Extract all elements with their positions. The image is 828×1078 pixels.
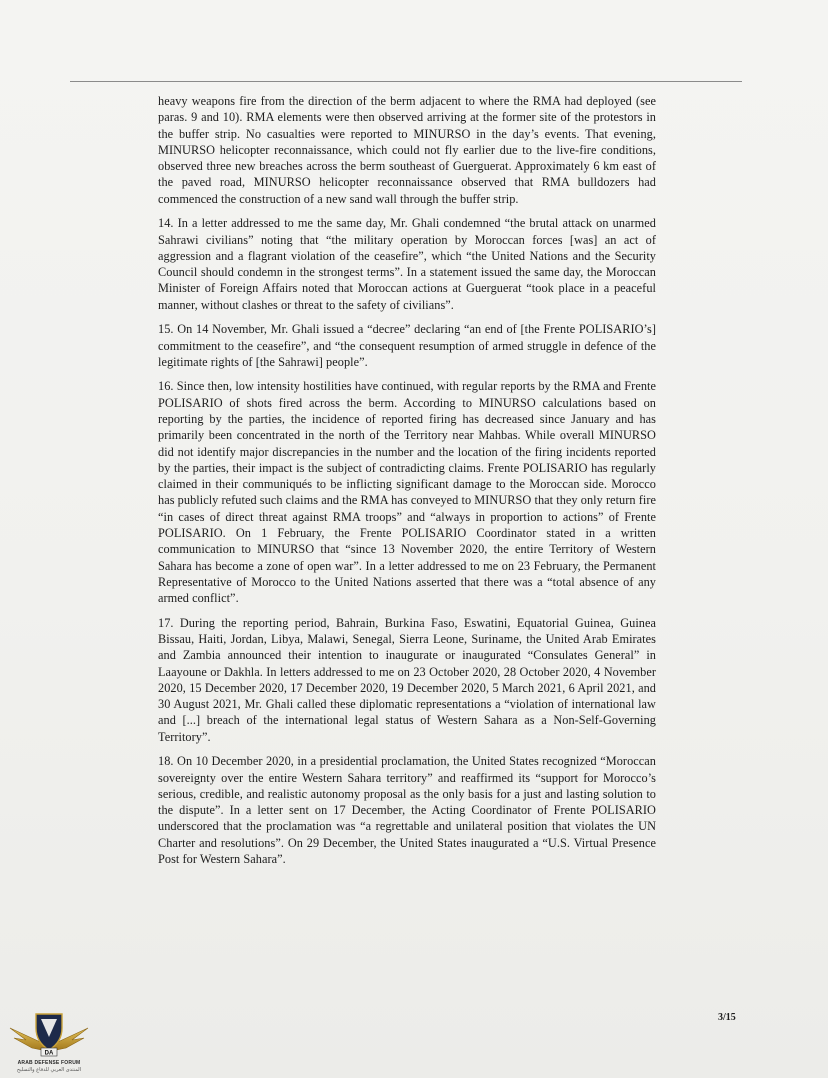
logo-caption-ar: المنتدى العربي للدفاع والتسليح [16,1067,82,1073]
paragraph-18: 18. On 10 December 2020, in a presidential proclamation, the United States recognized “Moroccan sovereignty over the entire Western Sahara territory” and reaffirmed its “support for Morocco’s serious, credible, and realistic autonomy proposal as the only basis for a just and lasting solution to the dispute”. In a letter sent on 17 December, the Acting Coordinator of Frente POLISARIO underscored that the proclamation was “a regrettable and unilateral position that violates the UN Charter and resolutions”. On 29 December, the United States inaugurated a “U.S. Virtual Presence Post for Western Sahara”. [158,754,656,866]
header-rule [70,81,742,82]
paragraph-17: 17. During the reporting period, Bahrain, Burkina Faso, Eswatini, Equatorial Guinea, Guinea Bissau, Haiti, Jordan, Libya, Malawi, Senegal, Sierra Leone, Suriname, the United Arab Emirates and Zambia announced their intention to inaugurate or inaugurated “Consulates General” in Laayoune or Dakhla. In letters addressed to me on 23 October 2020, 28 October 2020, 4 November 2020, 15 December 2020, 17 December 2020, 19 December 2020, 5 March 2021, 6 April 2021, and 30 August 2021, Mr. Ghali called these diplomatic representations a “violation of international law and [...] breach of the international legal status of Western Sahara as a Non-Self-Governing Territory”. [158,615,656,744]
logo-caption-en: ARAB DEFENSE FORUM [17,1060,81,1066]
document-body [158,93,656,875]
paragraph-15: 15. On 14 November, Mr. Ghali issued a “decree” declaring “an end of [the Frente POLISARIO’s] commitment to the ceasefire”, and “the consequent resumption of armed struggle in defence of the legitimate rights of [the Sahrawi] people”. [158,322,656,369]
eagle-shield-icon [6,1010,92,1060]
paragraph-continuation: heavy weapons fire from the direction of the berm adjacent to where the RMA had deployed (see paras. 9 and 10). RMA elements were then observed arriving at the former site of the protestors in the buffer strip. No casualties were reported to MINURSO in the day’s events. That evening, MINURSO helicopter reconnaissance, which could not fly earlier due to the live-fire conditions, observed three new breaches across the berm southeast of Guerguerat. Approximately 6 km east of the paved road, MINURSO helicopter reconnaissance observed that RMA bulldozers had commenced the construction of a new sand wall through the buffer strip. [158,94,656,206]
paragraph-14: 14. In a letter addressed to me the same day, Mr. Ghali condemned “the brutal attack on unarmed Sahrawi civilians” noting that “the military operation by Moroccan forces [was] an act of aggression and a flagrant violation of the ceasefire”, which “the United Nations and the Security Council should condemn in the strongest terms”. In a statement issued the same day, the Moroccan Minister of Foreign Affairs noted that Moroccan actions at Guerguerat “took place in a peaceful manner, without clashes or threat to the safety of civilians”. [158,216,656,312]
paragraph-16: 16. Since then, low intensity hostilities have continued, with regular reports by the RMA and Frente POLISARIO of shots fired across the berm. According to MINURSO calculations based on reporting by the parties, the incidence of reported firing has decreased since January and has primarily been concentrated in the north of the Territory near Mahbas. While overall MINURSO did not identify major discrepancies in the number and the location of the firing incidents reported by the parties, their impact is the subject of contradicting claims. Frente POLISARIO has regularly claimed in their communiqués to be inflicting significant damage to the Moroccan side. Morocco has publicly refuted such claims and the RMA has conveyed to MINURSO that they only return fire “in cases of direct threat against RMA troops” and “always in proportion to actions” of Frente POLISARIO. On 1 February, the Frente POLISARIO Coordinator stated in a written communication to MINURSO that “since 13 November 2020, the entire Territory of Western Sahara has become a zone of open war”. In a letter addressed to me on 23 February, the Permanent Representative of Morocco to the United Nations asserted that there was a “total absence of any armed conflict”. [158,379,656,606]
logo-badge: DA [44,1050,54,1057]
page-number: 3/15 [718,1012,736,1023]
arab-defense-forum-logo [6,1010,92,1076]
